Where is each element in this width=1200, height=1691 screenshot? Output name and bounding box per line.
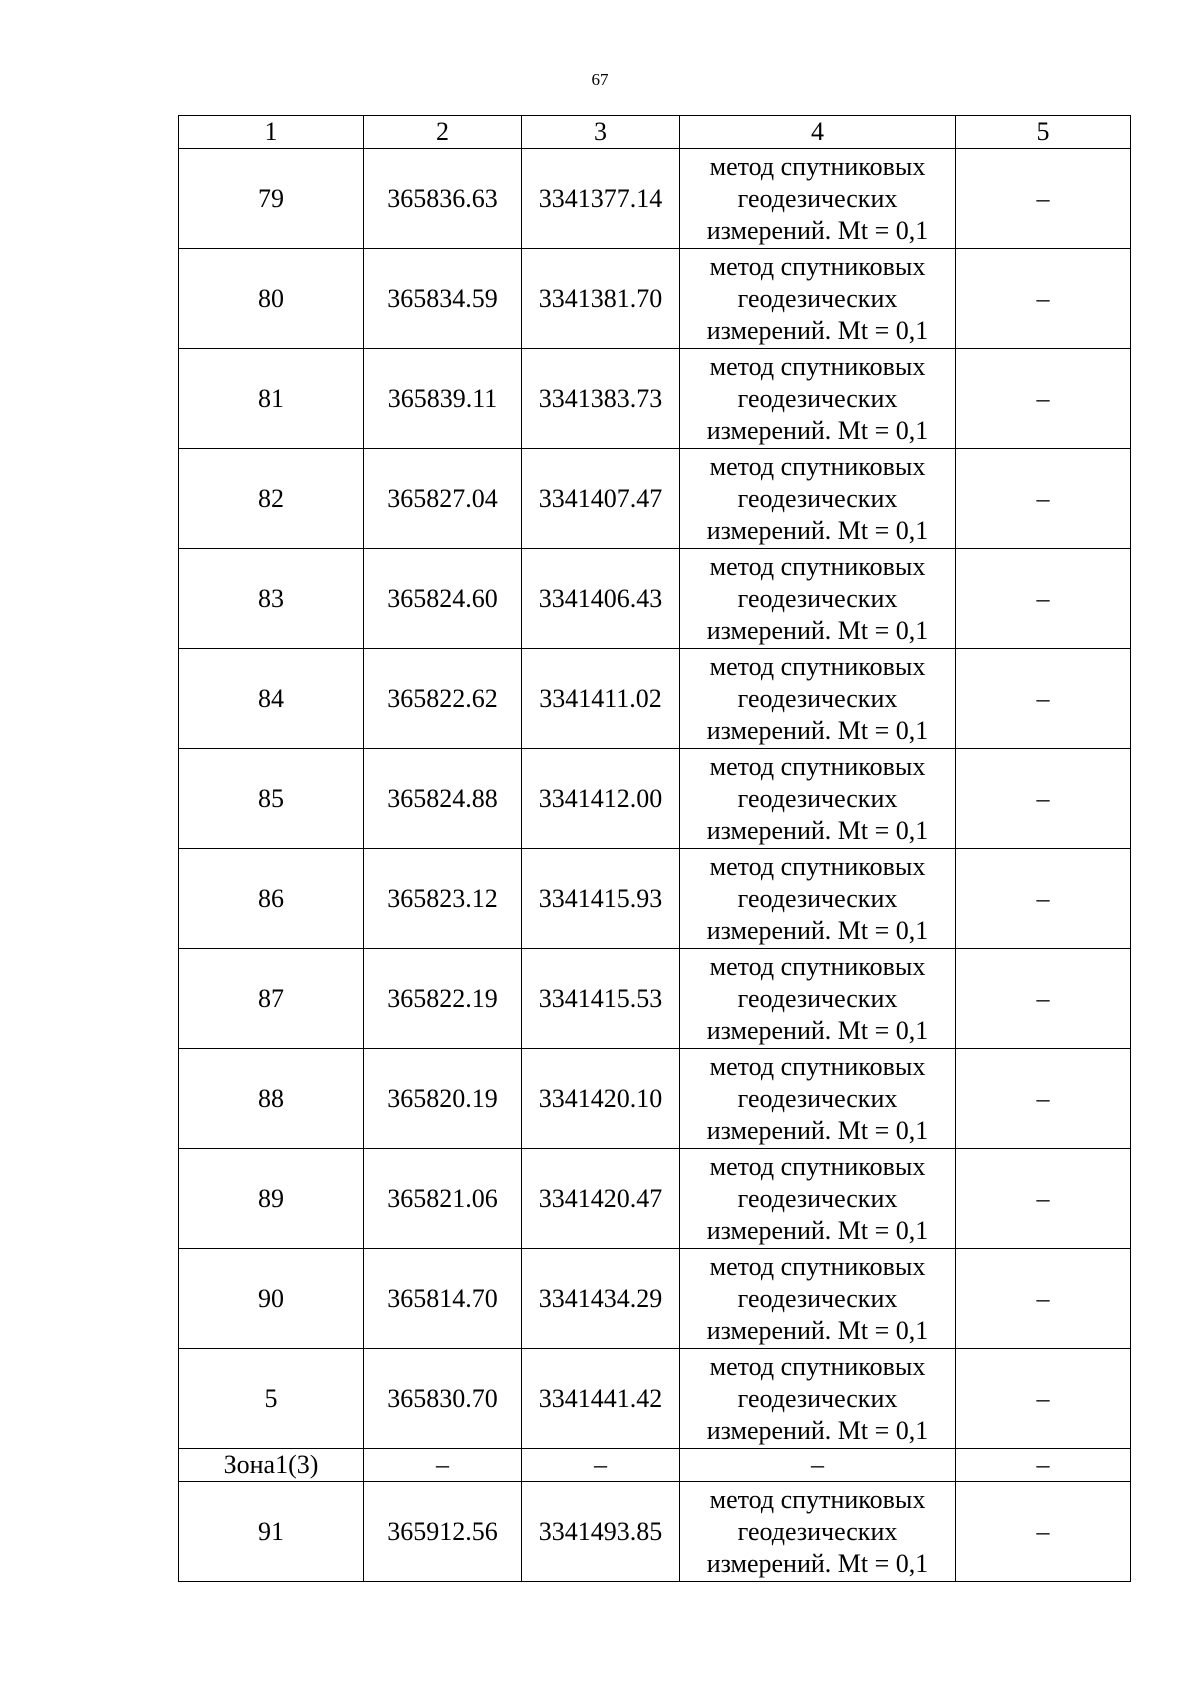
method-line: геодезических xyxy=(737,984,898,1013)
method-line: метод спутниковых xyxy=(709,1485,926,1514)
method-line: метод спутниковых xyxy=(709,1152,926,1181)
method-line: геодезических xyxy=(737,1284,898,1313)
method-line: измерений. Mt = 0,1 xyxy=(706,316,929,345)
method-line: метод спутниковых xyxy=(709,852,926,881)
point-number-cell: 5 xyxy=(179,1349,364,1449)
x-coordinate-cell: 365836.63 xyxy=(364,149,522,249)
note-cell: – xyxy=(956,949,1131,1049)
table-row xyxy=(179,249,1131,349)
method-line: метод спутниковых xyxy=(709,752,926,781)
y-coordinate-cell: 3341412.00 xyxy=(522,749,680,849)
method-cell xyxy=(680,949,956,1049)
y-coordinate-cell: 3341377.14 xyxy=(522,149,680,249)
zone-dash-cell: – xyxy=(364,1449,522,1482)
table-row xyxy=(179,1349,1131,1449)
method-cell xyxy=(680,149,956,249)
point-number-cell: 90 xyxy=(179,1249,364,1349)
x-coordinate-cell: 365822.62 xyxy=(364,649,522,749)
method-line: измерений. Mt = 0,1 xyxy=(706,1216,929,1245)
method-line: измерений. Mt = 0,1 xyxy=(706,1549,929,1578)
x-coordinate-cell: 365830.70 xyxy=(364,1349,522,1449)
y-coordinate-cell: 3341441.42 xyxy=(522,1349,680,1449)
method-cell xyxy=(680,249,956,349)
method-line: метод спутниковых xyxy=(709,952,926,981)
method-cell xyxy=(680,1349,956,1449)
table-row xyxy=(179,1049,1131,1149)
note-cell: – xyxy=(956,1482,1131,1582)
method-line: метод спутниковых xyxy=(709,652,926,681)
method-line: геодезических xyxy=(737,284,898,313)
header-cell-5: 5 xyxy=(956,116,1131,149)
page-number: 67 xyxy=(591,70,609,89)
x-coordinate-cell: 365912.56 xyxy=(364,1482,522,1582)
header-cell-1: 1 xyxy=(179,116,364,149)
point-number-cell: 83 xyxy=(179,549,364,649)
note-cell: – xyxy=(956,349,1131,449)
note-cell: – xyxy=(956,449,1131,549)
point-number-cell: 79 xyxy=(179,149,364,249)
y-coordinate-cell: 3341415.53 xyxy=(522,949,680,1049)
x-coordinate-cell: 365822.19 xyxy=(364,949,522,1049)
method-cell xyxy=(680,1249,956,1349)
method-line: геодезических xyxy=(737,584,898,613)
zone-dash-cell: – xyxy=(956,1449,1131,1482)
point-number-cell: 89 xyxy=(179,1149,364,1249)
table-row xyxy=(179,1482,1131,1582)
y-coordinate-cell: 3341434.29 xyxy=(522,1249,680,1349)
table-row xyxy=(179,449,1131,549)
table-row xyxy=(179,649,1131,749)
method-line: геодезических xyxy=(737,1517,898,1546)
method-cell xyxy=(680,1049,956,1149)
note-cell: – xyxy=(956,1049,1131,1149)
note-cell: – xyxy=(956,1149,1131,1249)
method-line: измерений. Mt = 0,1 xyxy=(706,1116,929,1145)
method-cell xyxy=(680,649,956,749)
table-row xyxy=(179,149,1131,249)
method-line: геодезических xyxy=(737,784,898,813)
method-cell xyxy=(680,349,956,449)
method-line: измерений. Mt = 0,1 xyxy=(706,1316,929,1345)
y-coordinate-cell: 3341415.93 xyxy=(522,849,680,949)
method-line: геодезических xyxy=(737,1384,898,1413)
method-cell xyxy=(680,749,956,849)
method-line: геодезических xyxy=(737,184,898,213)
header-cell-3: 3 xyxy=(522,116,680,149)
point-number-cell: 87 xyxy=(179,949,364,1049)
method-line: метод спутниковых xyxy=(709,252,926,281)
zone-dash-cell: – xyxy=(522,1449,680,1482)
table-row xyxy=(179,1149,1131,1249)
y-coordinate-cell: 3341411.02 xyxy=(522,649,680,749)
note-cell: – xyxy=(956,849,1131,949)
method-line: метод спутниковых xyxy=(709,352,926,381)
point-number-cell: 82 xyxy=(179,449,364,549)
method-cell xyxy=(680,1149,956,1249)
y-coordinate-cell: 3341493.85 xyxy=(522,1482,680,1582)
method-line: измерений. Mt = 0,1 xyxy=(706,816,929,845)
table-row xyxy=(179,549,1131,649)
header-cell-4: 4 xyxy=(680,116,956,149)
method-line: геодезических xyxy=(737,884,898,913)
note-cell: – xyxy=(956,749,1131,849)
y-coordinate-cell: 3341381.70 xyxy=(522,249,680,349)
x-coordinate-cell: 365821.06 xyxy=(364,1149,522,1249)
table-row xyxy=(179,1249,1131,1349)
note-cell: – xyxy=(956,1349,1131,1449)
method-line: измерений. Mt = 0,1 xyxy=(706,416,929,445)
point-number-cell: 91 xyxy=(179,1482,364,1582)
method-cell xyxy=(680,449,956,549)
point-number-cell: 80 xyxy=(179,249,364,349)
method-line: метод спутниковых xyxy=(709,1352,926,1381)
y-coordinate-cell: 3341406.43 xyxy=(522,549,680,649)
note-cell: – xyxy=(956,149,1131,249)
note-cell: – xyxy=(956,1249,1131,1349)
method-line: метод спутниковых xyxy=(709,1252,926,1281)
point-number-cell: 84 xyxy=(179,649,364,749)
method-line: геодезических xyxy=(737,1084,898,1113)
method-line: геодезических xyxy=(737,484,898,513)
note-cell: – xyxy=(956,549,1131,649)
x-coordinate-cell: 365827.04 xyxy=(364,449,522,549)
y-coordinate-cell: 3341420.47 xyxy=(522,1149,680,1249)
method-line: метод спутниковых xyxy=(709,552,926,581)
method-cell xyxy=(680,549,956,649)
point-number-cell: 86 xyxy=(179,849,364,949)
point-number-cell: 88 xyxy=(179,1049,364,1149)
zone-row xyxy=(179,1449,1131,1482)
method-line: измерений. Mt = 0,1 xyxy=(706,1016,929,1045)
note-cell: – xyxy=(956,249,1131,349)
x-coordinate-cell: 365824.60 xyxy=(364,549,522,649)
table-row xyxy=(179,849,1131,949)
method-line: измерений. Mt = 0,1 xyxy=(706,216,929,245)
x-coordinate-cell: 365839.11 xyxy=(364,349,522,449)
coordinates-table xyxy=(178,115,1131,1582)
method-line: метод спутниковых xyxy=(709,1052,926,1081)
method-cell xyxy=(680,849,956,949)
method-line: метод спутниковых xyxy=(709,452,926,481)
method-line: измерений. Mt = 0,1 xyxy=(706,616,929,645)
x-coordinate-cell: 365814.70 xyxy=(364,1249,522,1349)
x-coordinate-cell: 365824.88 xyxy=(364,749,522,849)
x-coordinate-cell: 365834.59 xyxy=(364,249,522,349)
method-line: геодезических xyxy=(737,384,898,413)
method-cell xyxy=(680,1482,956,1582)
method-line: измерений. Mt = 0,1 xyxy=(706,1416,929,1445)
x-coordinate-cell: 365820.19 xyxy=(364,1049,522,1149)
method-line: метод спутниковых xyxy=(709,152,926,181)
table-row xyxy=(179,749,1131,849)
method-line: геодезических xyxy=(737,1184,898,1213)
y-coordinate-cell: 3341420.10 xyxy=(522,1049,680,1149)
method-line: геодезических xyxy=(737,684,898,713)
method-line: измерений. Mt = 0,1 xyxy=(706,916,929,945)
table-header xyxy=(179,116,1131,149)
point-number-cell: 85 xyxy=(179,749,364,849)
zone-dash-cell: – xyxy=(680,1449,956,1482)
point-number-cell: 81 xyxy=(179,349,364,449)
header-cell-2: 2 xyxy=(364,116,522,149)
method-line: измерений. Mt = 0,1 xyxy=(706,716,929,745)
header-row xyxy=(179,116,1131,149)
x-coordinate-cell: 365823.12 xyxy=(364,849,522,949)
table-body xyxy=(179,149,1131,1582)
table-row xyxy=(179,349,1131,449)
y-coordinate-cell: 3341407.47 xyxy=(522,449,680,549)
table-row xyxy=(179,949,1131,1049)
zone-label-cell: Зона1(3) xyxy=(179,1449,364,1482)
method-line: измерений. Mt = 0,1 xyxy=(706,516,929,545)
y-coordinate-cell: 3341383.73 xyxy=(522,349,680,449)
note-cell: – xyxy=(956,649,1131,749)
